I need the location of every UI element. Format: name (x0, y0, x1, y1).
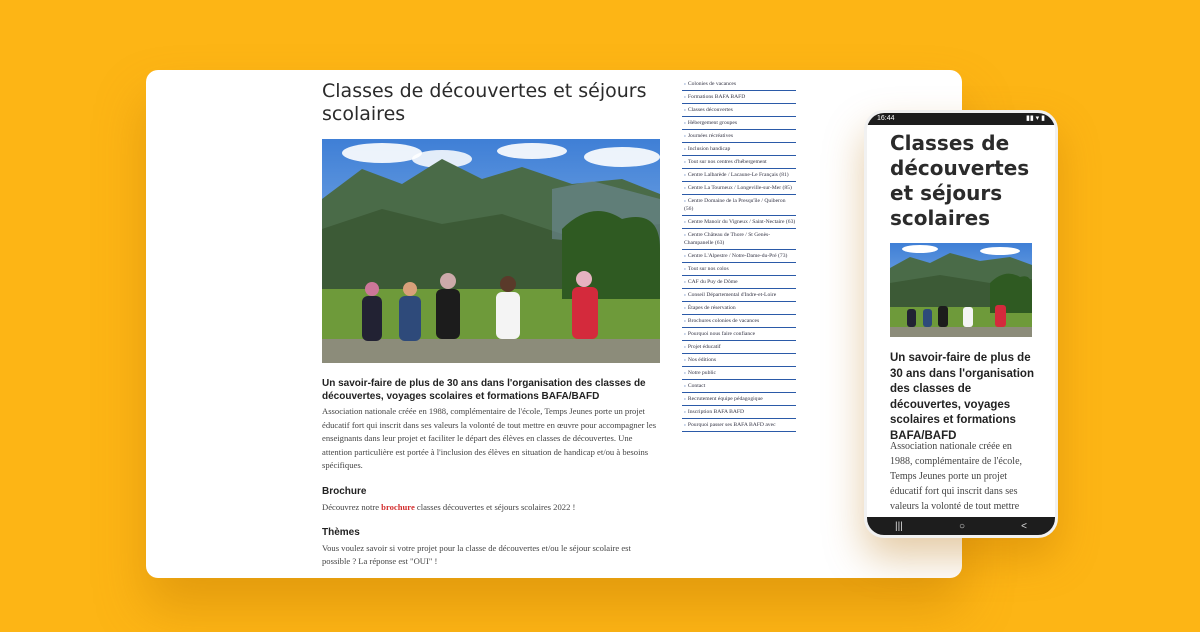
chevron-right-icon: › (684, 279, 686, 285)
status-time: 16:44 (877, 115, 895, 122)
chevron-right-icon: › (684, 331, 686, 337)
brochure-text-before: Découvrez notre (322, 502, 382, 512)
sidebar-item[interactable]: › Tout sur nos colos (682, 263, 796, 276)
phone-intro-text: Association nationale créée en 1988, complémentaire de l'école, Temps Jeunes porte un projet éducatif fort qui inscrit dans ses valeurs la volonté de tout mettre (890, 441, 1023, 512)
sidebar-item[interactable]: › Nos éditions (682, 354, 796, 367)
chevron-right-icon: › (684, 219, 686, 225)
chevron-right-icon: › (684, 159, 686, 165)
chevron-right-icon: › (684, 409, 686, 415)
chevron-right-icon: › (684, 266, 686, 272)
sidebar-item[interactable]: › Conseil Départemental d'Indre-et-Loire (682, 289, 796, 302)
chevron-right-icon: › (684, 422, 686, 428)
sidebar-item[interactable]: › Centre Manoir du Vigneux / Saint-Nectaire (63) (682, 216, 796, 229)
chevron-right-icon: › (684, 292, 686, 298)
desktop-mockup (146, 70, 962, 578)
home-icon[interactable]: ○ (958, 520, 965, 532)
chevron-right-icon: › (684, 146, 686, 152)
signal-battery-icon: ▮▮ ▾ ▮ (1026, 115, 1045, 122)
sidebar-item[interactable]: › Journées récréatives (682, 130, 796, 143)
sidebar-item[interactable]: › Inscription BAFA BAFD (682, 406, 796, 419)
recent-apps-icon[interactable]: ||| (895, 520, 903, 532)
sidebar-item[interactable]: › Pourquoi passer ses BAFA BAFD avec (682, 419, 796, 432)
chevron-right-icon: › (684, 185, 686, 191)
intro-text: Association nationale créée en 1988, complémentaire de l'école, Temps Jeunes porte un projet éducatif fort qui inscrit dans ses valeurs la volonté de tout mettre en œuvre pour accompagner les enseignants dans leur projet et faciliter le départ des élèves en classes de découvertes. Une attention particulière est portée à l'inclusion des élèves en situation de handicap et/ou à besoins spécifiques. (322, 406, 657, 470)
chevron-right-icon: › (684, 396, 686, 402)
chevron-right-icon: › (684, 370, 686, 376)
brochure-link[interactable]: brochure (381, 502, 415, 512)
chevron-right-icon: › (684, 198, 686, 204)
sidebar-item[interactable]: › Classes découvertes (682, 104, 796, 117)
sidebar-item[interactable]: › Projet éducatif (682, 341, 796, 354)
phone-hero-photo (890, 243, 1032, 337)
page-title: Classes de découvertes et séjours scolaires (322, 80, 647, 125)
chevron-right-icon: › (684, 344, 686, 350)
brochure-text (322, 501, 660, 514)
phone-page-title: Classes de découvertes et séjours scolaires (890, 131, 1030, 230)
sidebar-item[interactable]: › Brochures colonies de vacances (682, 315, 796, 328)
mountain-photo-image (890, 243, 1032, 337)
sidebar-item[interactable]: › Colonies de vacances (682, 78, 796, 91)
sidebar-item[interactable]: › Centre La Tourneux / Longeville-sur-Mer (85) (682, 182, 796, 195)
chevron-right-icon: › (684, 318, 686, 324)
sidebar-item[interactable]: › Hébergement groupes (682, 117, 796, 130)
sidebar-item[interactable]: › Centre Château de Thore / St Genès-Champanelle (63) (682, 229, 796, 250)
sidebar-item[interactable]: › Centre L'Alpestre / Notre-Dame-du-Pré (73) (682, 250, 796, 263)
sidebar-item[interactable]: › Pourquoi nous faire confiance (682, 328, 796, 341)
sidebar-item[interactable]: › Inclusion handicap (682, 143, 796, 156)
back-icon[interactable]: < (1021, 520, 1027, 532)
phone-intro-heading: Un savoir-faire de plus de 30 ans dans l'organisation des classes de découvertes, voyages scolaires et formations BAFA/BAFD (890, 352, 1034, 442)
chevron-right-icon: › (684, 81, 686, 87)
mountain-photo-image (322, 139, 660, 363)
sidebar-menu (682, 78, 796, 578)
sidebar-item[interactable]: › Recrutement équipe pédagogique (682, 393, 796, 406)
hero-photo (322, 139, 660, 363)
chevron-right-icon: › (684, 107, 686, 113)
phone-nav-bar (867, 517, 1055, 535)
sidebar-item[interactable]: › Notre public (682, 367, 796, 380)
sidebar-item[interactable]: › Centre Lalbarède / Lacaune-Le Français (81) (682, 169, 796, 182)
sidebar-item[interactable]: › Formations BAFA BAFD (682, 91, 796, 104)
chevron-right-icon: › (684, 133, 686, 139)
chevron-right-icon: › (684, 383, 686, 389)
sidebar-item[interactable]: › Centre Domaine de la Presqu'île / Quiberon (56) (682, 195, 796, 216)
main-content (322, 70, 662, 578)
sidebar-item[interactable]: › Étapes de réservation (682, 302, 796, 315)
chevron-right-icon: › (684, 172, 686, 178)
intro-heading: Un savoir-faire de plus de 30 ans dans l'organisation des classes de découvertes, voyages scolaires et formations BAFA/BAFD (322, 378, 646, 402)
chevron-right-icon: › (684, 357, 686, 363)
phone-status-bar (867, 113, 1055, 125)
chevron-right-icon: › (684, 232, 686, 238)
phone-mockup (864, 110, 1058, 538)
chevron-right-icon: › (684, 253, 686, 259)
sidebar-item[interactable]: › Tout sur nos centres d'hébergement (682, 156, 796, 169)
brochure-text-after: classes découvertes et séjours scolaires 2022 ! (414, 502, 576, 512)
sidebar-item[interactable]: › Contact (682, 380, 796, 393)
themes-heading: Thèmes (322, 527, 360, 538)
chevron-right-icon: › (684, 305, 686, 311)
themes-text: Vous voulez savoir si votre projet pour la classe de découvertes et/ou le séjour scolaire est possible ? La réponse est "OUI" ! (322, 543, 631, 566)
chevron-right-icon: › (684, 120, 686, 126)
brochure-heading: Brochure (322, 486, 367, 497)
chevron-right-icon: › (684, 94, 686, 100)
sidebar-item[interactable]: › CAF du Puy de Dôme (682, 276, 796, 289)
